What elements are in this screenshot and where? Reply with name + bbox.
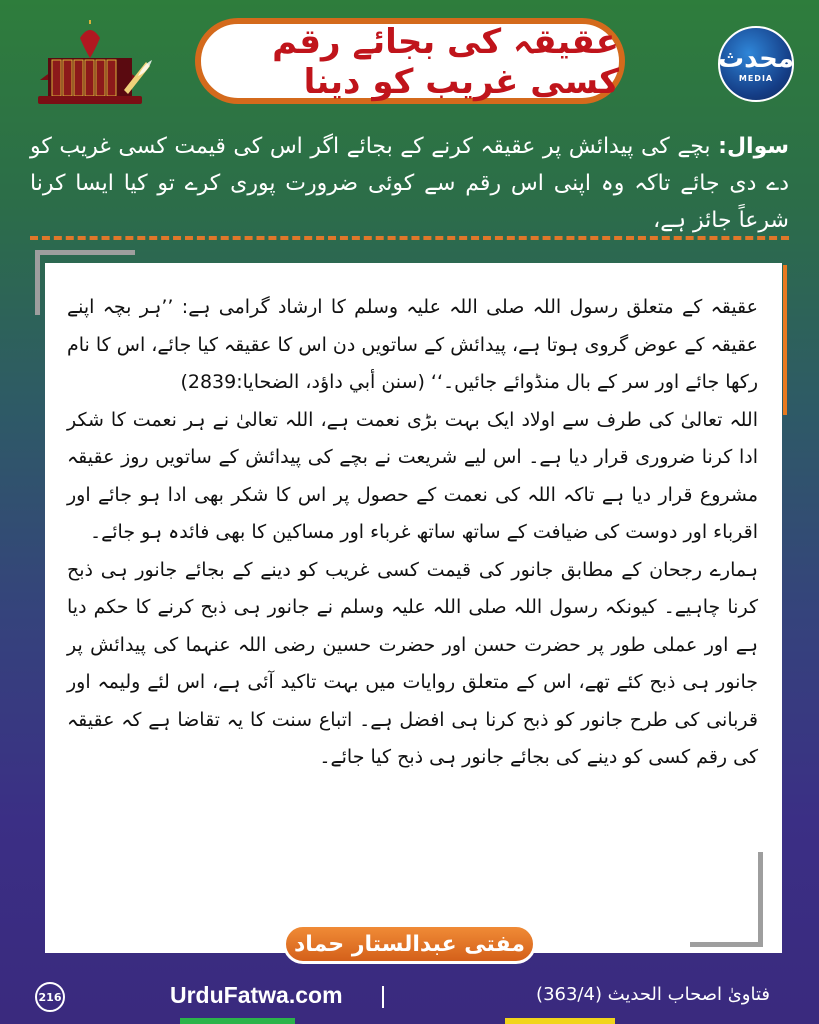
footer (0, 972, 819, 1024)
question-label: سوال: (718, 134, 790, 159)
question-text: بچے کی پیدائش پر عقیقہ کرنے کے بجائے اگر اس کی قیمت کسی غریب کو دے دی جائے تاکہ وہ اپنی اس رقم سے کوئی ضرورت پوری کرے تو کیا ایسا کرنا شرعاً جائز ہے، (30, 134, 789, 233)
muhaddis-media-logo (718, 26, 794, 102)
book-reference: فتاویٰ اصحاب الحدیث (363/4) (536, 984, 770, 1005)
page-number: 216 (35, 982, 65, 1012)
answer-paragraph-3: ہمارے رجحان کے مطابق جانور کی قیمت کسی غریب کو دینے کے بجائے جانور ہی ذبح کرنا چاہیے۔ کیونکہ رسول اللہ صلی اللہ علیہ وسلم نے جانور ہی ذبح کرنے کا حکم دیا ہے اور عملی طور پر حضرت حسن اور حضرت حسین رضی اللہ عنہما کی پیدائش پر جانور ہی ذبح کئے تھے، اس کے متعلق روایات میں بہت تاکید آئی ہے، اس لئے ولیمہ اور قربانی کی طرح جانور کو ذبح کرنا ہی افضل ہے۔ اتباع سنت کا یہ تقاضا ہے کہ عقیقہ کی رقم کسی کو دینے کی بجائے جانور ہی ذبح کیا جائے۔ (67, 558, 758, 768)
answer-paragraph-1: عقیقہ کے متعلق رسول اللہ صلی اللہ علیہ وسلم کا ارشاد گرامی ہے: ’’ہر بچہ اپنے عقیقہ کے عوض گروی ہوتا ہے، پیدائش کے ساتویں دن اس کا عقیقہ کیا جائے، اس کا نام رکھا جائے اور سر کے بال منڈوائے جائیں۔‘‘ (سنن أبي داؤد، الضحايا:2839) (67, 296, 758, 393)
green-stripe (180, 1018, 295, 1024)
question-block (30, 128, 789, 239)
answer-paragraph-2: اللہ تعالیٰ کی طرف سے اولاد ایک بہت بڑی نعمت ہے، اللہ تعالیٰ نے ہر نعمت کا شکر ادا کرنا ضروری قرار دیا ہے۔ اس لیے شریعت نے بچے کی پیدائش کے ساتویں روز عقیقہ مشروع قرار دیا ہے تاکہ اللہ کی نعمت کے حصول پر اس کا شکر بھی ادا ہو جائے اور اقرباء اور دوست کی ضیافت کے ساتھ ساتھ غرباء اور مساکین کا بھی فائدہ ہو جائے۔ (67, 408, 758, 543)
site-link[interactable]: UrduFatwa.com (170, 982, 343, 1008)
dashed-separator (30, 236, 789, 240)
logo-sub: MEDIA (738, 73, 774, 83)
books-dome-logo (20, 20, 160, 110)
answer-box (45, 263, 782, 953)
title-banner (195, 18, 625, 104)
author-name: مفتی عبدالستار حماد (294, 931, 525, 957)
author-badge (283, 924, 536, 964)
orange-accent-bar (783, 265, 787, 415)
footer-divider (382, 986, 384, 1008)
yellow-stripe (505, 1018, 615, 1024)
logo-glyph: محدث (718, 43, 794, 74)
frame-corner-bottom-right (690, 852, 763, 947)
page-title: عقیقہ کی بجائے رقم کسی غریب کو دینا (272, 21, 619, 102)
